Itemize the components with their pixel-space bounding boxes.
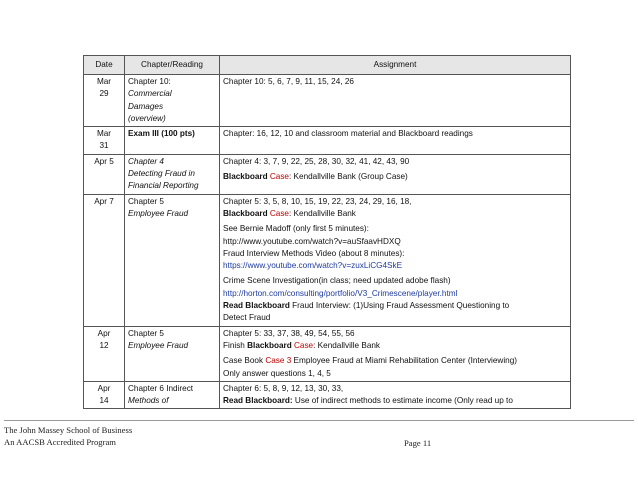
csi-link[interactable]: http://horton.com/consulting/portfolio/V3_Crimescene/player.html <box>223 288 458 298</box>
footer-accreditation: An AACSB Accredited Program <box>4 437 116 447</box>
row-date: Mar 29 <box>84 75 125 127</box>
row-date: Apr 14 <box>84 381 125 409</box>
row-assignment: Chapter 10: 5, 6, 7, 9, 11, 15, 24, 26 <box>220 75 571 127</box>
row-chapter: Chapter 5 Employee Fraud <box>125 326 220 381</box>
table-row <box>84 326 571 381</box>
row-assignment: Chapter: 16, 12, 10 and classroom material and Blackboard readings <box>220 127 571 155</box>
fraud-video-link[interactable]: https://www.youtube.com/watch?v=zuxLiCG4SkE <box>223 261 403 271</box>
table-row <box>84 154 571 194</box>
header-assignment: Assignment <box>220 56 571 75</box>
row-date: Apr 12 <box>84 326 125 381</box>
table-row <box>84 75 571 127</box>
madoff-link[interactable]: http://www.youtube.com/watch?v=auSfaavHDXQ <box>223 236 401 246</box>
row-date: Mar 31 <box>84 127 125 155</box>
row-chapter: Chapter 4 Detecting Fraud in Financial Reporting <box>125 154 220 194</box>
page-number: Page 11 <box>404 438 432 448</box>
table-row <box>84 381 571 409</box>
row-date: Apr 7 <box>84 194 125 326</box>
table-row <box>84 127 571 155</box>
row-assignment: Chapter 6: 5, 8, 9, 12, 13, 30, 33, Read Blackboard: Use of indirect methods to estimate income (Only read up to <box>220 381 571 409</box>
row-assignment: Chapter 4: 3, 7, 9, 22, 25, 28, 30, 32, 41, 42, 43, 90 Blackboard Case: Kendallville Bank (Group Case) <box>220 154 571 194</box>
footer-divider <box>4 420 634 421</box>
row-assignment: Chapter 5: 33, 37, 38, 49, 54, 55, 56 Finish Blackboard Case: Kendallville Bank Case Book Case 3 Employee Fraud at Miami Rehabilitation Center (Interviewing) Only answer questions 1, 4, 5 <box>220 326 571 381</box>
header-date: Date <box>84 56 125 75</box>
row-assignment: Chapter 5: 3, 5, 8, 10, 15, 19, 22, 23, 24, 29, 16, 18, Blackboard Case: Kendallville Bank See Bernie Madoff (only first 5 minutes): http://www.youtube.com/watch?v=auSfaavHDXQ Fraud Interview Methods Video (about 8 minutes): https://www.youtube.com/watch?v=zuxLiCG4SkE Crime Scene Investigation(in class; need updated adobe flash) http://horton.com/consulting/portfolio/V3_Crimescene/player.html Read Blackboard Fraud Interview: (1)Using Fraud Assessment Questioning to Detect Fraud <box>220 194 571 326</box>
row-chapter: Chapter 6 Indirect Methods of <box>125 381 220 409</box>
row-chapter: Chapter 5 Employee Fraud <box>125 194 220 326</box>
table-row <box>84 194 571 326</box>
row-chapter: Exam III (100 pts) <box>125 127 220 155</box>
row-chapter: Chapter 10: Commercial Damages (overview) <box>125 75 220 127</box>
row-date: Apr 5 <box>84 154 125 194</box>
schedule-table <box>83 55 571 409</box>
footer-school: The John Massey School of Business <box>4 425 133 435</box>
table-header-row <box>84 56 571 75</box>
header-chapter: Chapter/Reading <box>125 56 220 75</box>
page-footer <box>4 420 634 448</box>
